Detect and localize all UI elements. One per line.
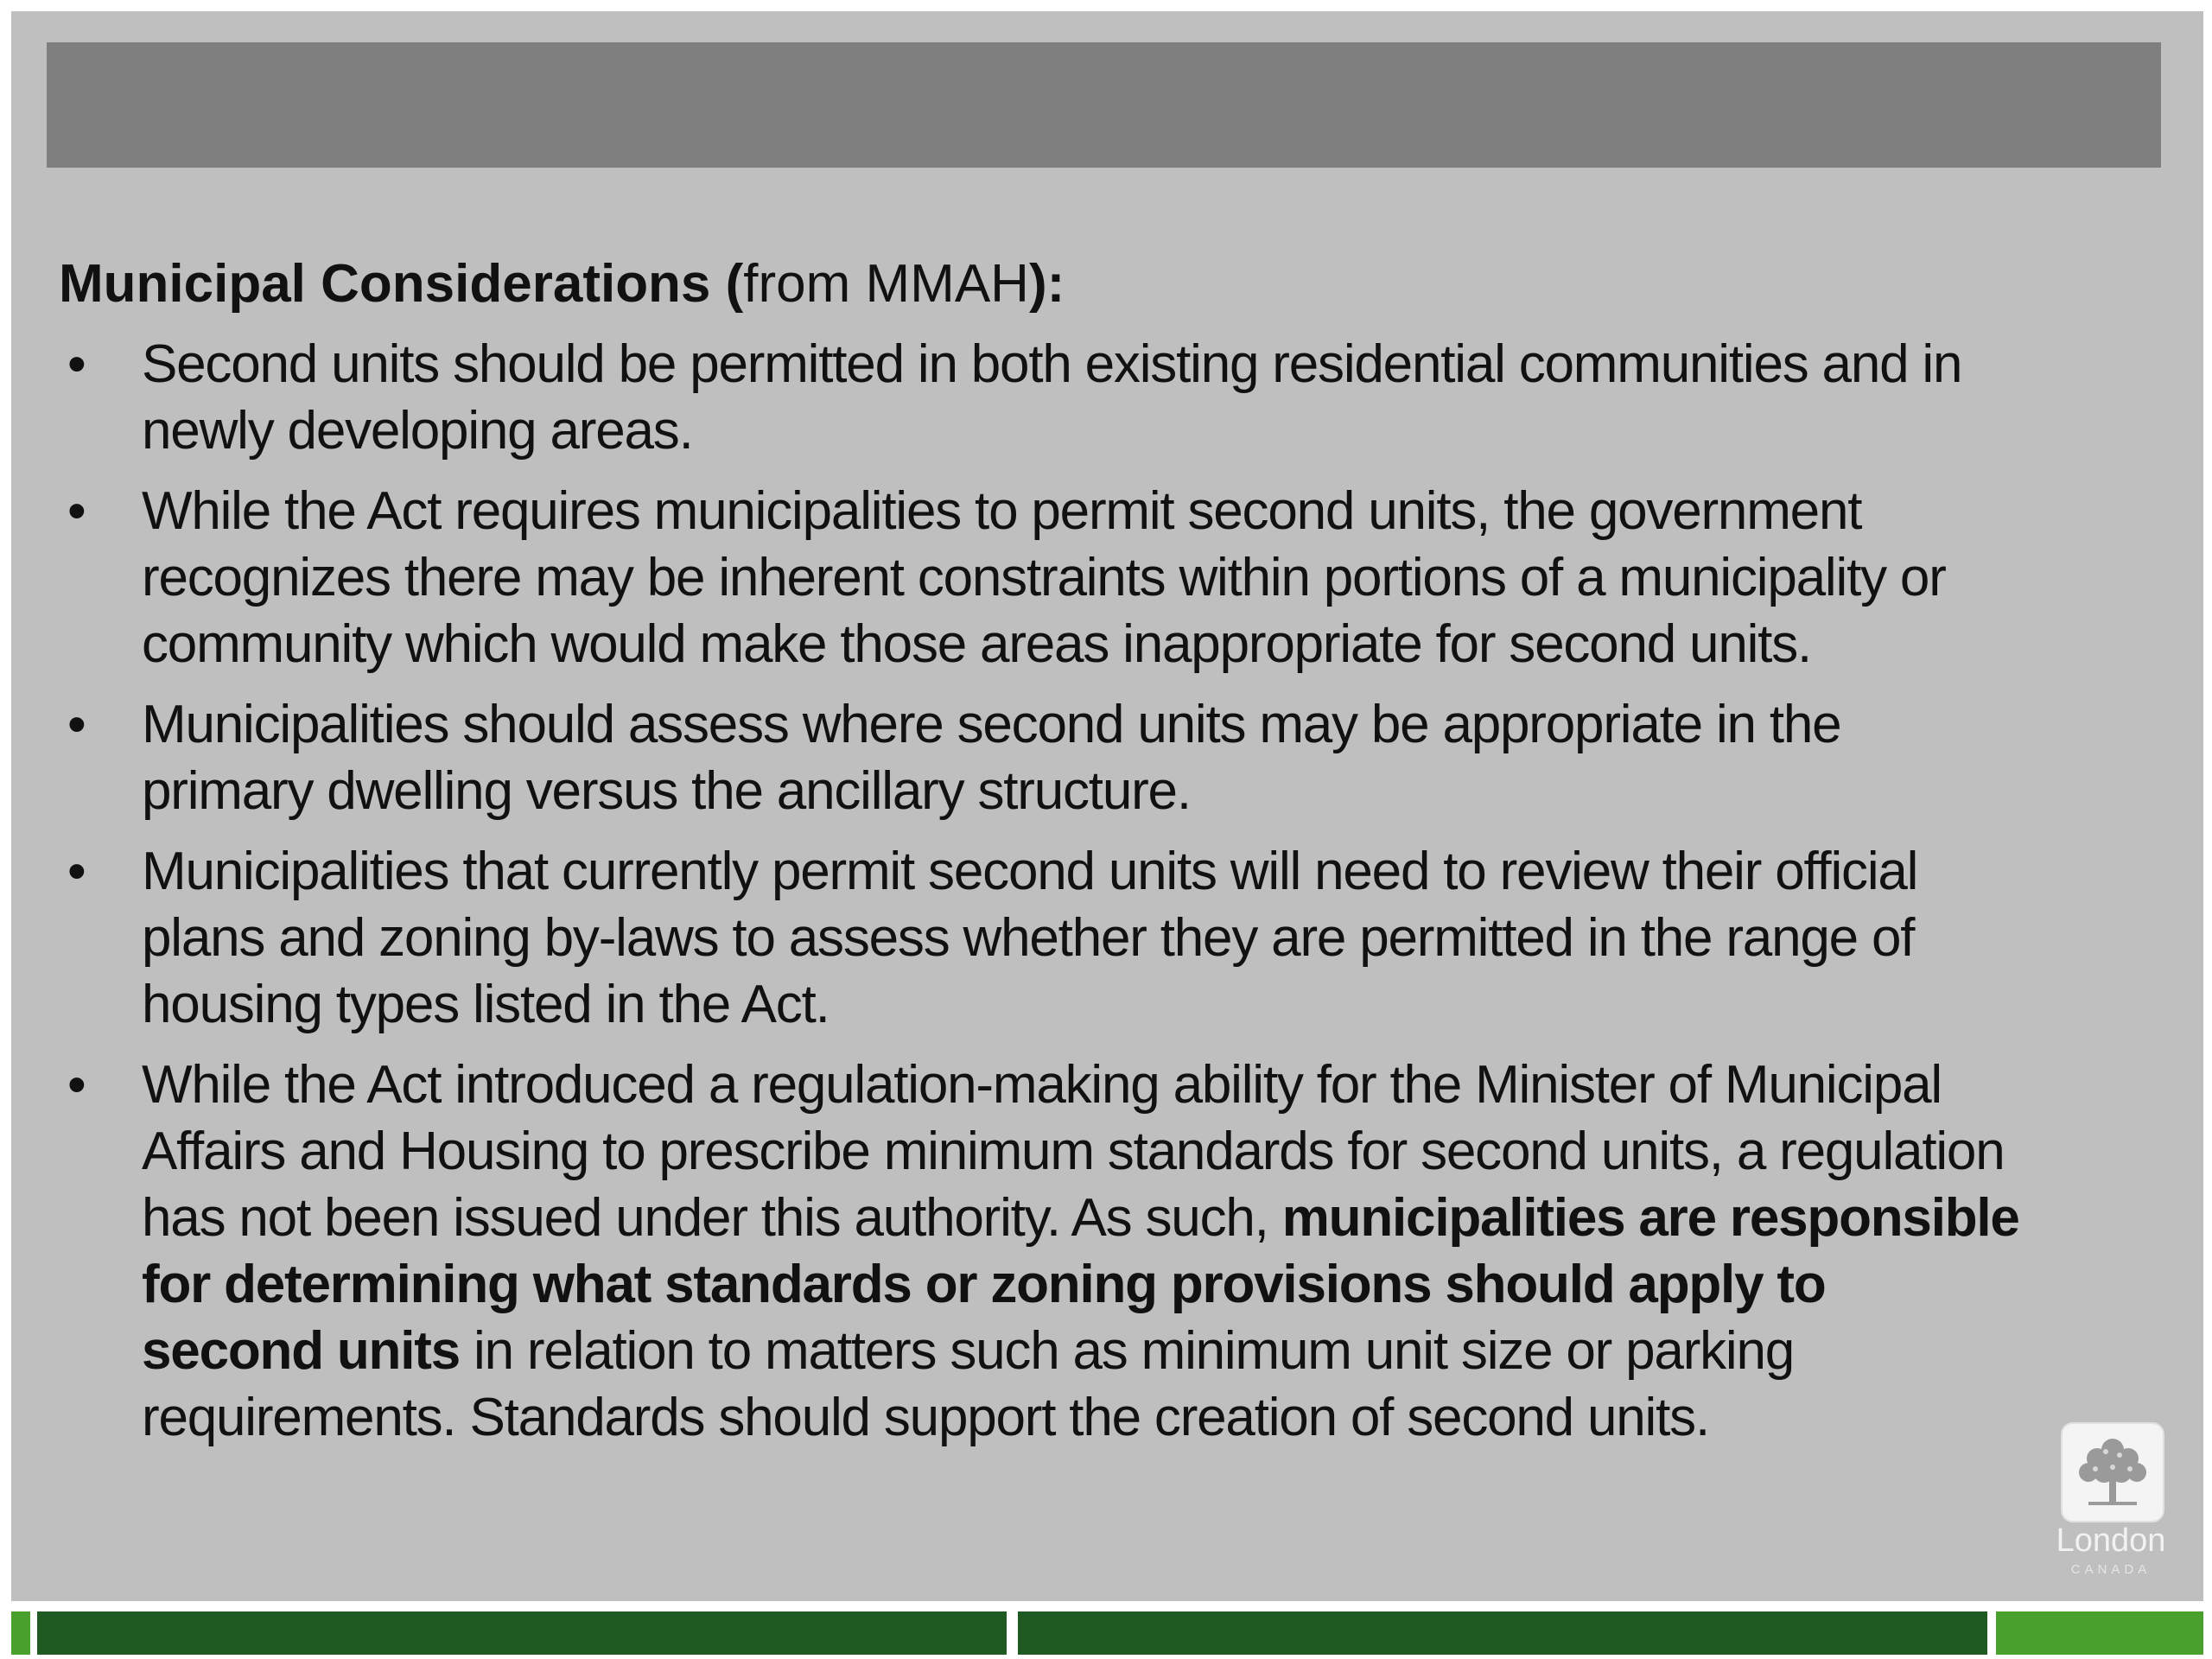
tree-icon — [2063, 1424, 2163, 1521]
logo-country: CANADA — [2070, 1562, 2152, 1577]
bullet-item — [59, 691, 2020, 824]
bullet-text: Second units should be permitted in both existing residential communities and in newly developing areas. — [142, 334, 1962, 461]
bullet-text: While the Act introduced a regulation-making ability for the Minister of Municipal Affairs and Housing to prescribe minimum standards for second units, a regulation has not been issued under this authority. As such, — [142, 1055, 2005, 1248]
london-logo — [2050, 1422, 2171, 1586]
logo-badge — [2061, 1422, 2164, 1522]
footer-bar-dark-1 — [37, 1611, 1007, 1655]
slide-content — [59, 251, 2020, 1465]
bullet-text: Municipalities should assess where second units may be appropriate in the primary dwelling versus the ancillary structure. — [142, 695, 1841, 821]
bullet-text: Municipalities that currently permit second units will need to review their official plans and zoning by-laws to assess whether they are permitted in the range of housing types listed in the Act. — [142, 842, 1918, 1034]
title-bar — [47, 42, 2161, 168]
footer-bar-left-accent — [11, 1611, 30, 1655]
bullet-item — [59, 331, 2020, 464]
bullet-text-bold: municipalities are responsible for determining what standards or zoning provisions should apply to second units — [142, 1188, 2019, 1381]
slide — [11, 11, 2203, 1601]
bullet-item — [59, 478, 2020, 677]
heading-bold-end: ): — [1028, 254, 1065, 314]
bullet-dot-icon: • — [67, 695, 86, 754]
bullet-dot-icon: • — [67, 842, 86, 901]
footer-bar-dark-2 — [1018, 1611, 1987, 1655]
heading-bold: Municipal Considerations ( — [59, 254, 744, 314]
bullet-item — [59, 1052, 2020, 1451]
heading-source: from MMAH — [743, 254, 1029, 314]
bullet-dot-icon: • — [67, 481, 86, 541]
footer-bar-right-accent — [1996, 1611, 2203, 1655]
bullet-dot-icon: • — [67, 334, 86, 394]
slide-heading — [59, 251, 2020, 317]
bullet-list — [59, 331, 2020, 1451]
logo-wordmark: London — [2056, 1522, 2166, 1559]
bullet-text: in relation to matters such as minimum unit size or parking requirements. Standards should support the creation of second units. — [142, 1321, 1795, 1447]
bullet-dot-icon: • — [67, 1055, 86, 1115]
bullet-item — [59, 838, 2020, 1038]
bullet-text: While the Act requires municipalities to permit second units, the government recognizes there may be inherent constraints within portions of a municipality or community which would make those areas inappropriate for second units. — [142, 481, 1946, 674]
